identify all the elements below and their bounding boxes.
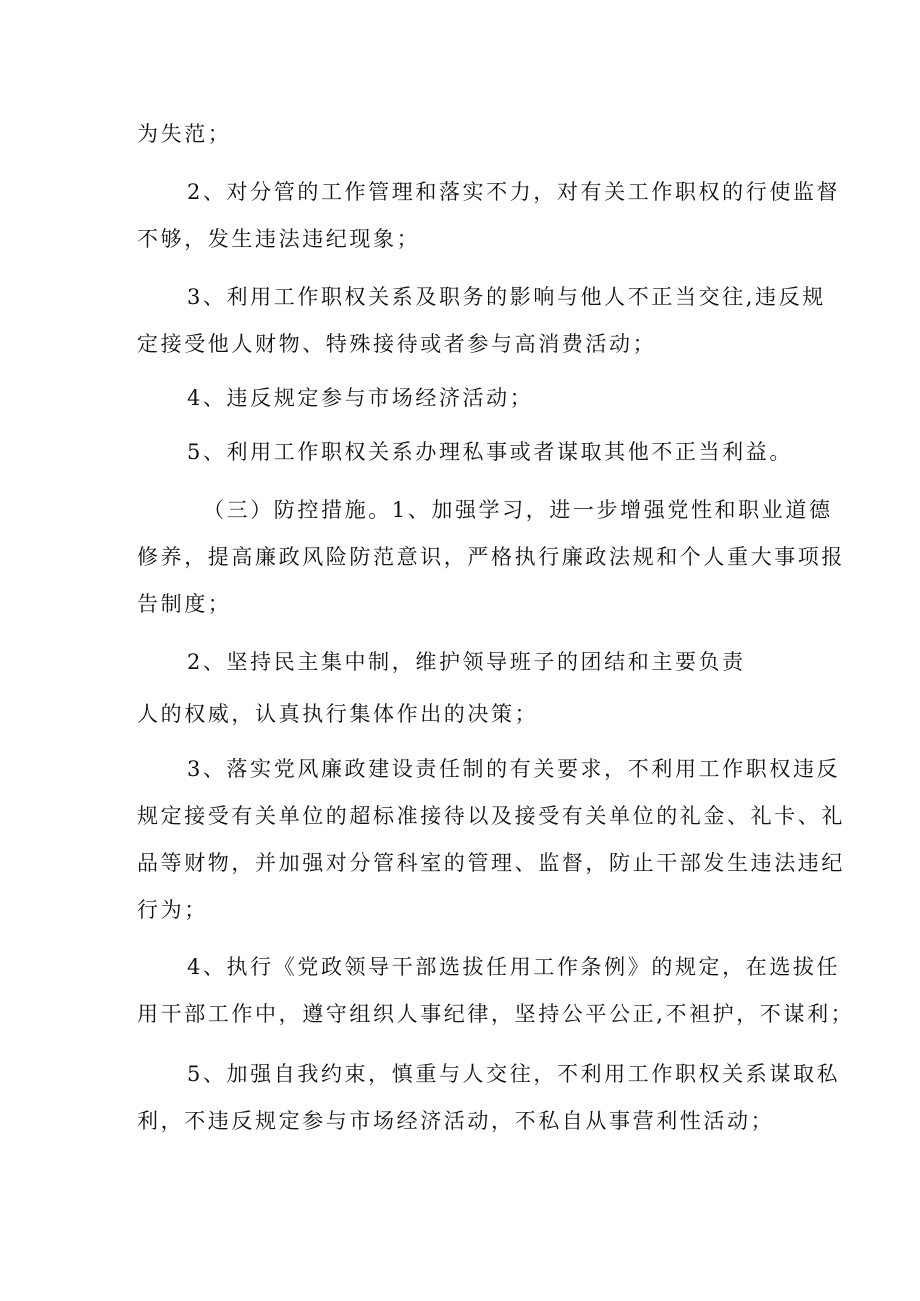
- text-line: （三）防控措施。1、加强学习，进一步增强党性和职业道德: [203, 498, 833, 522]
- text-line: 5、利用工作职权关系办理私事或者谋取其他不正当利益。: [187, 440, 793, 464]
- text-line: 4、违反规定参与市场经济活动；: [187, 386, 534, 410]
- text-line: 行为；: [137, 898, 208, 922]
- text-line: 修养，提高廉政风险防范意识，严格执行廉政法规和个人重大事项报: [137, 545, 845, 569]
- text-line: 告制度；: [137, 592, 232, 616]
- text-line: 4、执行《党政领导干部选拔任用工作条例》的规定，在选拔任: [187, 955, 841, 979]
- text-line: 用干部工作中，遵守组织人事纪律，坚持公平公正,不袒护，不谋利；: [137, 1002, 855, 1026]
- text-line: 2、坚持民主集中制，维护领导班子的团结和主要负责: [187, 650, 746, 674]
- text-line: 品等财物，并加强对分管科室的管理、监督，防止干部发生违法违纪: [137, 851, 845, 875]
- text-line: 3、利用工作职权关系及职务的影响与他人不正当交往,违反规: [187, 285, 826, 309]
- text-line: 不够，发生违法违纪现象；: [137, 227, 421, 251]
- text-line: 为失范；: [137, 122, 232, 146]
- text-line: 定接受他人财物、特殊接待或者参与高消费活动；: [137, 332, 657, 356]
- text-line: 规定接受有关单位的超标准接待以及接受有关单位的礼金、礼卡、礼: [137, 804, 845, 828]
- text-line: 利，不违反规定参与市场经济活动，不私自从事营利性活动；: [137, 1109, 775, 1133]
- text-line: 5、加强自我约束，慎重与人交往，不利用工作职权关系谋取私: [187, 1062, 841, 1086]
- text-line: 人的权威，认真执行集体作出的决策；: [137, 702, 539, 726]
- text-line: 3、落实党风廉政建设责任制的有关要求，不利用工作职权违反: [187, 757, 841, 781]
- text-line: 2、对分管的工作管理和落实不力，对有关工作职权的行使监督: [187, 180, 841, 204]
